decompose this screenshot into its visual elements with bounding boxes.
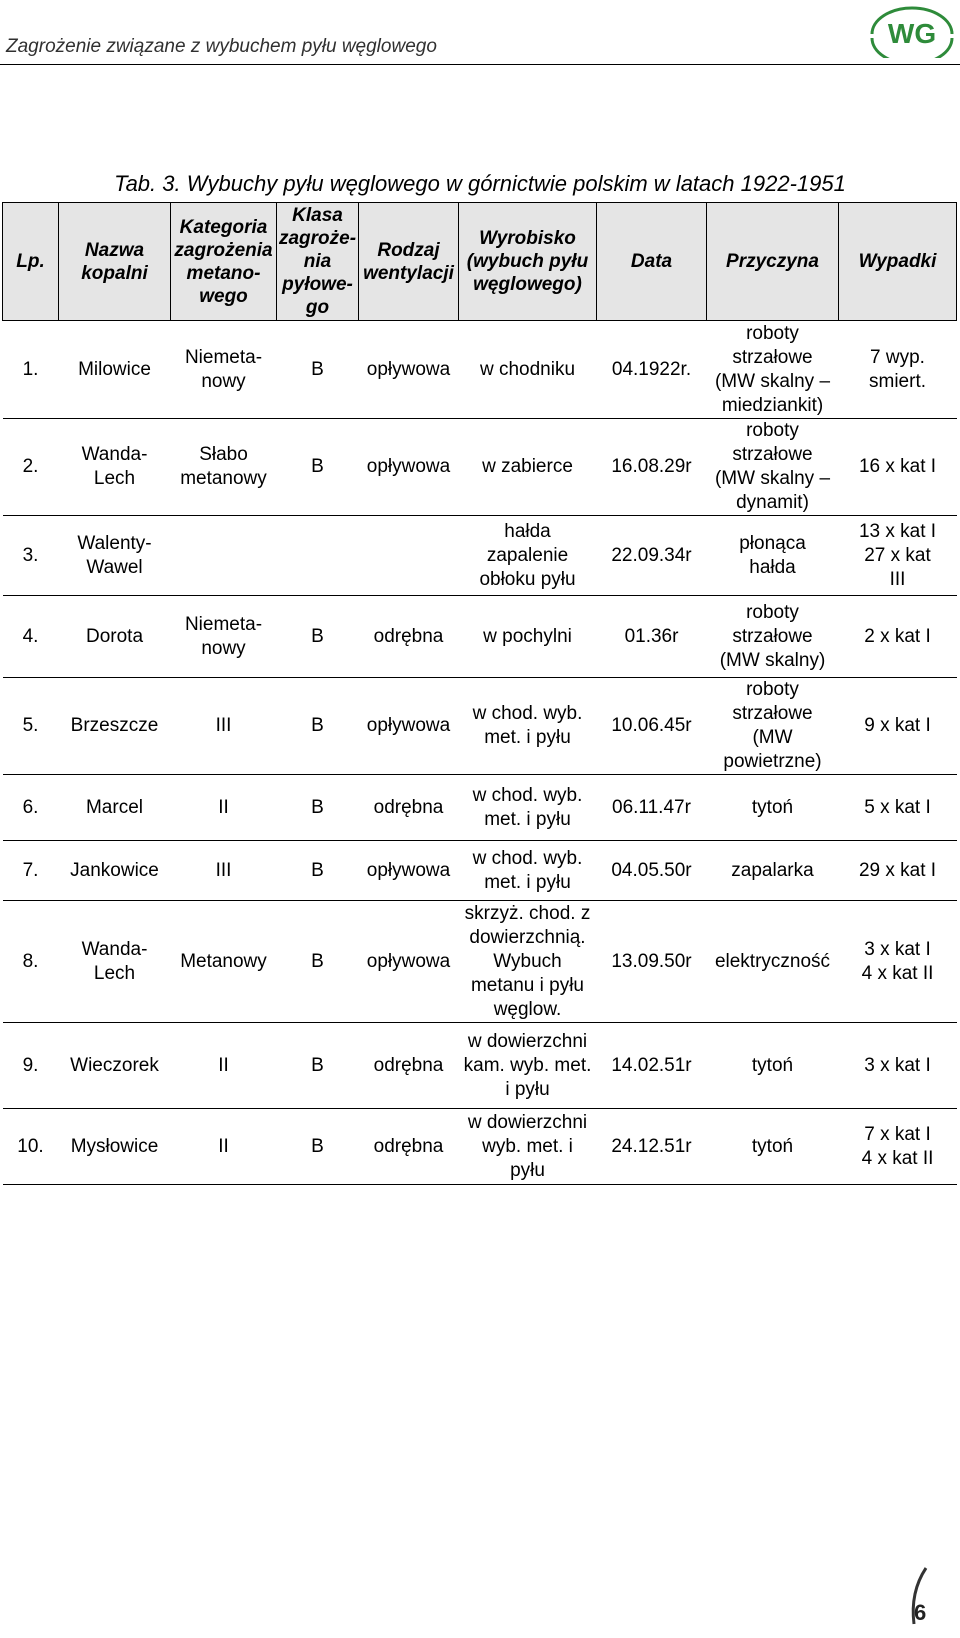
cell-kopalnia: Wanda- Lech <box>59 419 171 516</box>
cell-przyczyna: tytoń <box>707 1023 839 1109</box>
cell-kategoria: Niemeta- nowy <box>171 321 277 419</box>
cell-wentylacja: odrębna <box>359 596 459 678</box>
explosions-table <box>2 202 957 1185</box>
header-kopalnia: Nazwa kopalni <box>59 203 171 321</box>
cell-wentylacja: opływowa <box>359 321 459 419</box>
cell-przyczyna: roboty strzałowe (MW skalny – dynamit) <box>707 419 839 516</box>
cell-klasa <box>277 516 359 596</box>
header-przyczyna: Przyczyna <box>707 203 839 321</box>
cell-kopalnia: Milowice <box>59 321 171 419</box>
cell-klasa: B <box>277 1109 359 1185</box>
cell-przyczyna: elektryczność <box>707 901 839 1023</box>
header-lp: Lp. <box>3 203 59 321</box>
header-rule <box>0 64 960 65</box>
header-wyrobisko: Wyrobisko (wybuch pyłu węglowego) <box>459 203 597 321</box>
cell-kopalnia: Brzeszcze <box>59 678 171 775</box>
header-data: Data <box>597 203 707 321</box>
cell-wyrobisko: w chod. wyb. met. i pyłu <box>459 841 597 901</box>
cell-wyrobisko: w pochylni <box>459 596 597 678</box>
running-header: Zagrożenie związane z wybuchem pyłu węglowego <box>6 36 437 57</box>
table-row <box>3 901 957 1023</box>
cell-wyrobisko: w dowierzchni kam. wyb. met. i pyłu <box>459 1023 597 1109</box>
cell-data: 24.12.51r <box>597 1109 707 1185</box>
cell-data: 04.05.50r <box>597 841 707 901</box>
cell-wyrobisko: w chod. wyb. met. i pyłu <box>459 678 597 775</box>
table-row <box>3 321 957 419</box>
cell-wentylacja: opływowa <box>359 419 459 516</box>
cell-kategoria: II <box>171 775 277 841</box>
cell-wyrobisko: w zabierce <box>459 419 597 516</box>
cell-klasa: B <box>277 775 359 841</box>
cell-kopalnia: Marcel <box>59 775 171 841</box>
cell-kopalnia: Jankowice <box>59 841 171 901</box>
cell-lp: 7. <box>3 841 59 901</box>
cell-kategoria <box>171 516 277 596</box>
cell-lp: 8. <box>3 901 59 1023</box>
cell-wypadki: 7 wyp. smiert. <box>839 321 957 419</box>
cell-wyrobisko: skrzyż. chod. z dowierzchnią. Wybuch metanu i pyłu węglow. <box>459 901 597 1023</box>
cell-data: 06.11.47r <box>597 775 707 841</box>
cell-data: 16.08.29r <box>597 419 707 516</box>
header-kategoria: Kategoria zagrożenia metano- wego <box>171 203 277 321</box>
cell-lp: 2. <box>3 419 59 516</box>
cell-wentylacja <box>359 516 459 596</box>
cell-kopalnia: Mysłowice <box>59 1109 171 1185</box>
cell-przyczyna: tytoń <box>707 1109 839 1185</box>
table-row <box>3 841 957 901</box>
header-wentylacja: Rodzaj wentylacji <box>359 203 459 321</box>
page-number: 6 <box>914 1600 927 1625</box>
cell-przyczyna: roboty strzałowe (MW powietrzne) <box>707 678 839 775</box>
cell-przyczyna: płonąca hałda <box>707 516 839 596</box>
cell-wypadki: 9 x kat I <box>839 678 957 775</box>
cell-klasa: B <box>277 841 359 901</box>
cell-lp: 10. <box>3 1109 59 1185</box>
table-caption: Tab. 3. Wybuchy pyłu węglowego w górnictwie polskim w latach 1922-1951 <box>114 171 846 196</box>
cell-wentylacja: odrębna <box>359 1109 459 1185</box>
cell-klasa: B <box>277 901 359 1023</box>
cell-klasa: B <box>277 596 359 678</box>
cell-kategoria: II <box>171 1109 277 1185</box>
cell-wentylacja: opływowa <box>359 841 459 901</box>
table-row <box>3 419 957 516</box>
cell-lp: 6. <box>3 775 59 841</box>
cell-kopalnia: Walenty- Wawel <box>59 516 171 596</box>
table-row <box>3 1109 957 1185</box>
cell-lp: 5. <box>3 678 59 775</box>
cell-klasa: B <box>277 321 359 419</box>
cell-data: 14.02.51r <box>597 1023 707 1109</box>
cell-wypadki: 3 x kat I <box>839 1023 957 1109</box>
cell-kategoria: II <box>171 1023 277 1109</box>
cell-wyrobisko: w chodniku <box>459 321 597 419</box>
cell-kategoria: III <box>171 678 277 775</box>
table-body <box>3 321 957 1185</box>
cell-kategoria: Metanowy <box>171 901 277 1023</box>
cell-wentylacja: opływowa <box>359 678 459 775</box>
table-row <box>3 678 957 775</box>
cell-klasa: B <box>277 1023 359 1109</box>
cell-lp: 1. <box>3 321 59 419</box>
cell-wypadki: 16 x kat I <box>839 419 957 516</box>
cell-wypadki: 29 x kat I <box>839 841 957 901</box>
cell-kategoria: Niemeta- nowy <box>171 596 277 678</box>
table-row <box>3 516 957 596</box>
table-row <box>3 775 957 841</box>
table-row <box>3 596 957 678</box>
cell-wyrobisko: w dowierzchni wyb. met. i pyłu <box>459 1109 597 1185</box>
cell-kopalnia: Wieczorek <box>59 1023 171 1109</box>
cell-data: 10.06.45r <box>597 678 707 775</box>
cell-kategoria: III <box>171 841 277 901</box>
cell-kategoria: Słabo metanowy <box>171 419 277 516</box>
cell-przyczyna: roboty strzałowe (MW skalny) <box>707 596 839 678</box>
cell-wypadki: 2 x kat I <box>839 596 957 678</box>
header-klasa: Klasa zagroże- nia pyłowe- go <box>277 203 359 321</box>
cell-wypadki: 5 x kat I <box>839 775 957 841</box>
cell-przyczyna: roboty strzałowe (MW skalny – miedziankit) <box>707 321 839 419</box>
table-row <box>3 1023 957 1109</box>
cell-klasa: B <box>277 419 359 516</box>
cell-lp: 4. <box>3 596 59 678</box>
cell-data: 22.09.34r <box>597 516 707 596</box>
cell-kopalnia: Wanda- Lech <box>59 901 171 1023</box>
cell-wentylacja: odrębna <box>359 1023 459 1109</box>
cell-lp: 9. <box>3 1023 59 1109</box>
cell-wentylacja: odrębna <box>359 775 459 841</box>
company-logo <box>866 4 956 58</box>
cell-przyczyna: tytoń <box>707 775 839 841</box>
cell-data: 13.09.50r <box>597 901 707 1023</box>
cell-wentylacja: opływowa <box>359 901 459 1023</box>
cell-kopalnia: Dorota <box>59 596 171 678</box>
header-row <box>3 203 957 321</box>
cell-wypadki: 3 x kat I 4 x kat II <box>839 901 957 1023</box>
svg-text:WG: WG <box>887 18 937 49</box>
cell-data: 04.1922r. <box>597 321 707 419</box>
cell-wyrobisko: w chod. wyb. met. i pyłu <box>459 775 597 841</box>
cell-wyrobisko: hałda zapalenie obłoku pyłu <box>459 516 597 596</box>
cell-klasa: B <box>277 678 359 775</box>
header-wypadki: Wypadki <box>839 203 957 321</box>
cell-data: 01.36r <box>597 596 707 678</box>
cell-przyczyna: zapalarka <box>707 841 839 901</box>
cell-wypadki: 13 x kat I 27 x kat III <box>839 516 957 596</box>
cell-lp: 3. <box>3 516 59 596</box>
cell-wypadki: 7 x kat I 4 x kat II <box>839 1109 957 1185</box>
